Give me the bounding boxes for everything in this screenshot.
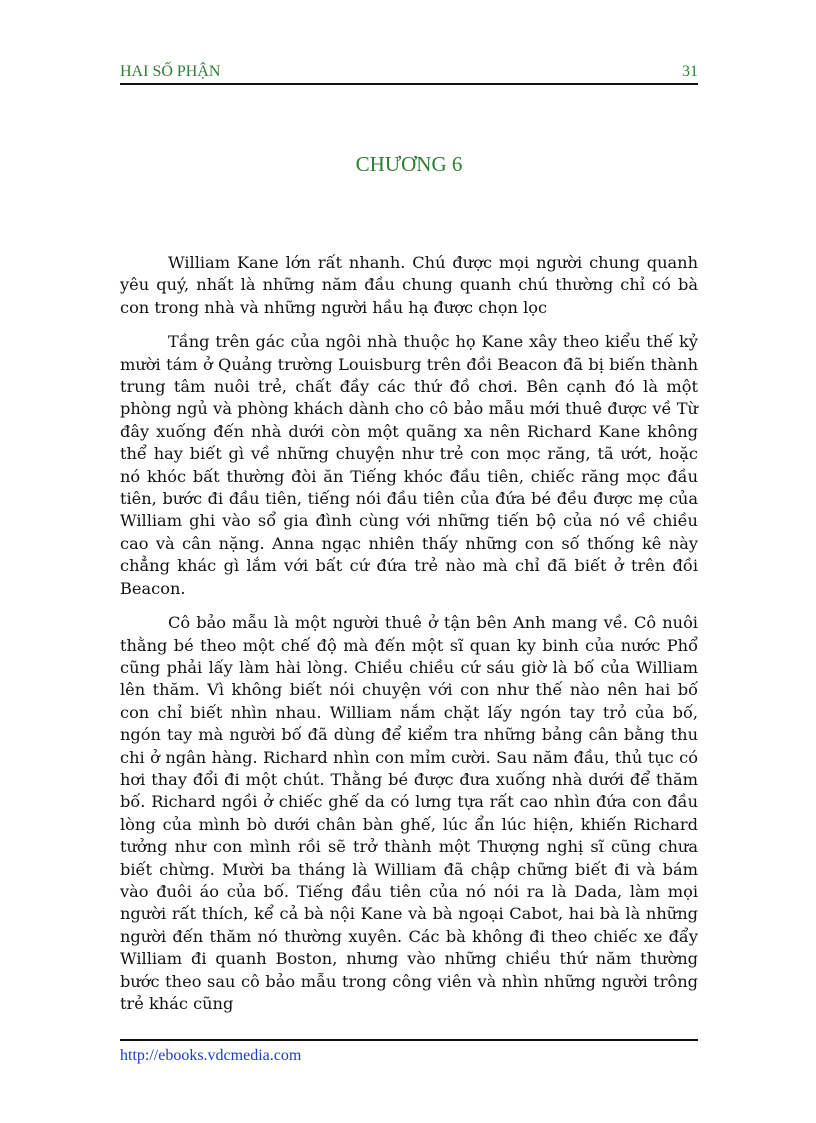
chapter-title: CHƯƠNG 6: [355, 152, 463, 176]
page-number: 31: [682, 63, 698, 80]
book-title: HAI SỐ PHẬN: [120, 63, 221, 80]
page-header: [120, 61, 698, 85]
paragraph-2: Tầng trên gác của ngôi nhà thuộc họ Kane xây theo kiểu thế kỷ mười tám ở Quảng trường Louisburg trên đồi Beacon đã bị biến thành trung tâm nuôi trẻ, chất đầy các thứ đồ chơi. Bên cạnh đó là một phòng ngủ và phòng khách dành cho cô bảo mẫu mới thuê được về Từ đây xuống đến nhà dưới còn một quãng xa nên Richard Kane không thể hay biết gì về những chuyện như trẻ con mọc răng, tã ướt, hoặc nó khóc bất thường đòi ăn Tiếng khóc đầu tiên, chiếc răng mọc đầu tiên, bước đi đầu tiên, tiếng nói đầu tiên của đứa bé đều được mẹ của William ghi vào sổ gia đình cùng với những tiến bộ của nó về chiều cao và cân nặng. Anna ngạc nhiên thấy những con số thống kê này chẳng khác gì lắm với bất cứ đứa trẻ nào mà chỉ đã biết ở trên đồi Beacon.: [120, 332, 698, 598]
chapter-body: [120, 252, 698, 1027]
paragraph-3: Cô bảo mẫu là một người thuê ở tận bên Anh mang về. Cô nuôi thằng bé theo một chế độ mà đến một sĩ quan ky binh của nước Phổ cũng phải lấy làm hài lòng. Chiều chiều cứ sáu giờ là bố của William lên thăm. Vì không biết nói chuyện với con như thế nào nên hai bố con chỉ biết nhìn nhau. William nắm chặt lấy ngón tay trỏ của bố, ngón tay mà người bố đã dùng để kiểm tra những bảng cân bằng thu chi ở ngân hàng. Richard nhìn con mỉm cười. Sau năm đầu, thủ tục có hơi thay đổi đi một chút. Thằng bé được đưa xuống nhà dưới để thăm bố. Richard ngồi ở chiếc ghế da có lưng tựa rất cao nhìn đứa con đầu lòng của mình bò dưới chân bàn ghế, lúc ẩn lúc hiện, khiến Richard tưởng như con mình rồi sẽ trở thành một Thượng nghị sĩ cũng chưa biết chừng. Mười ba tháng là William đã chập chững biết đi và bám vào đuôi áo của bố. Tiếng đầu tiên của nó nói ra là Dada, làm mọi người rất thích, kể cả bà nội Kane và bà ngoại Cabot, hai bà là những người đến thăm nó thường xuyên. Các bà không đi theo chiếc xe đẩy William đi quanh Boston, nhưng vào những chiều thứ năm thường bước theo sau cô bảo mẫu trong công viên và nhìn những người trông trẻ khác cũng: [120, 613, 698, 1013]
footer-link[interactable]: http://ebooks.vdcmedia.com: [120, 1047, 302, 1064]
paragraph-1: William Kane lớn rất nhanh. Chú được mọi người chung quanh yêu quý, nhất là những năm đầu chung quanh chú thường chỉ có bà con trong nhà và những người hầu hạ được chọn lọc: [120, 253, 698, 317]
page-footer: [120, 1039, 698, 1065]
